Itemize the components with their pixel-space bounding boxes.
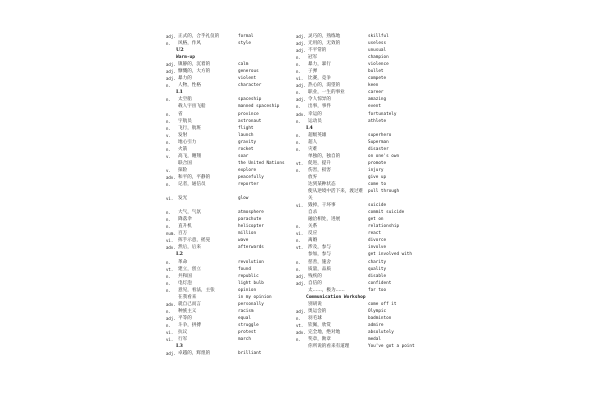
part-of-speech: vi. bbox=[296, 231, 304, 237]
chinese-meaning: 地心引力 bbox=[178, 139, 197, 145]
part-of-speech: n. bbox=[166, 111, 171, 117]
english-word: explore bbox=[238, 167, 257, 173]
part-of-speech: n. bbox=[296, 146, 301, 152]
chinese-meaning: 暴力，暴行 bbox=[308, 62, 331, 68]
chinese-meaning: 比赛，竞争 bbox=[308, 76, 331, 82]
part-of-speech: n. bbox=[166, 97, 171, 103]
english-word: soar bbox=[238, 153, 249, 159]
part-of-speech: n. bbox=[166, 273, 171, 279]
chinese-meaning: 融洽相处，进展 bbox=[308, 217, 341, 223]
part-of-speech: n. bbox=[296, 315, 301, 321]
english-word: compete bbox=[368, 76, 387, 82]
english-word: revolution bbox=[238, 259, 264, 265]
english-word: badminton bbox=[368, 315, 392, 321]
part-of-speech: n. bbox=[296, 55, 301, 61]
part-of-speech: vi. bbox=[166, 329, 174, 335]
english-word: in my opinion bbox=[238, 294, 272, 300]
english-word: on one's own bbox=[368, 153, 400, 159]
chinese-meaning: 意见，看法，主张 bbox=[178, 287, 215, 293]
part-of-speech: adv. bbox=[166, 301, 176, 307]
english-word: charity bbox=[368, 259, 387, 265]
part-of-speech: n. bbox=[166, 181, 171, 187]
english-word: style bbox=[238, 41, 251, 47]
english-word: afterwards bbox=[238, 245, 264, 251]
section-heading-label: L1 bbox=[176, 89, 183, 96]
part-of-speech: n. bbox=[166, 83, 171, 89]
english-word: disaster bbox=[368, 146, 389, 152]
chinese-meaning: 太空船 bbox=[178, 97, 192, 103]
chinese-meaning: 镇静的，沉着的 bbox=[178, 62, 211, 68]
part-of-speech: vt. bbox=[296, 245, 304, 251]
part-of-speech: n. bbox=[296, 69, 301, 75]
part-of-speech: n. bbox=[296, 132, 301, 138]
english-word: relationship bbox=[368, 224, 400, 230]
chinese-meaning: 发光 bbox=[178, 196, 188, 202]
part-of-speech: adj. bbox=[166, 69, 176, 75]
chinese-meaning: 奥运会的 bbox=[308, 308, 327, 314]
english-word: flight bbox=[238, 125, 254, 131]
english-word: astronaut bbox=[238, 118, 262, 124]
part-of-speech: vi. bbox=[296, 203, 304, 209]
english-word: the United Nations bbox=[238, 160, 285, 166]
chinese-meaning: 运动员 bbox=[308, 118, 322, 124]
section-heading-label: Warm-up bbox=[176, 55, 195, 61]
part-of-speech: n. bbox=[296, 238, 301, 244]
chinese-meaning: 正式的，合乎礼仪的 bbox=[178, 34, 220, 39]
english-word: get involved with bbox=[368, 252, 412, 258]
part-of-speech: n. bbox=[296, 266, 301, 272]
english-word: keen bbox=[368, 83, 379, 89]
part-of-speech: adj. bbox=[296, 97, 306, 103]
english-word: spaceship bbox=[238, 97, 262, 103]
chinese-meaning: 革命 bbox=[178, 259, 188, 265]
english-word: Superman bbox=[368, 139, 389, 145]
english-word: generous bbox=[238, 69, 259, 75]
english-word: amazing bbox=[368, 97, 387, 103]
chinese-meaning: 使从逆境中活下来，渡过难 bbox=[308, 189, 364, 195]
part-of-speech: n. bbox=[166, 280, 171, 286]
part-of-speech: vi. bbox=[166, 196, 174, 202]
section-heading-label: U2 bbox=[176, 47, 184, 54]
part-of-speech: adj. bbox=[296, 83, 306, 89]
part-of-speech: adj. bbox=[166, 76, 176, 82]
english-word: gravity bbox=[238, 139, 257, 145]
chinese-meaning: 关系 bbox=[308, 224, 318, 230]
english-word: violent bbox=[238, 76, 257, 82]
chinese-meaning: 不平常的 bbox=[308, 48, 327, 54]
english-word: event bbox=[368, 104, 381, 110]
part-of-speech: adj. bbox=[166, 351, 176, 357]
english-word: light bulb bbox=[238, 280, 264, 286]
chinese-meaning: 然后，后来 bbox=[178, 245, 201, 251]
chinese-meaning: 超级英雄 bbox=[308, 132, 327, 138]
part-of-speech: adj. bbox=[296, 308, 306, 314]
chinese-meaning: 高飞，翱翔 bbox=[178, 153, 201, 159]
chinese-meaning: 自杀 bbox=[308, 210, 318, 216]
part-of-speech: n. bbox=[166, 125, 171, 131]
chinese-meaning: 就自己而言 bbox=[178, 301, 201, 307]
part-of-speech: n. bbox=[166, 146, 171, 152]
english-word: promote bbox=[368, 160, 387, 166]
part-of-speech: n. bbox=[166, 118, 171, 124]
part-of-speech: adj. bbox=[166, 34, 176, 39]
chinese-meaning: 参加，参与 bbox=[308, 252, 331, 258]
part-of-speech: n. bbox=[296, 62, 301, 68]
chinese-meaning: 百万 bbox=[178, 231, 188, 237]
chinese-meaning: 钦佩，欣赏 bbox=[308, 322, 331, 328]
chinese-meaning: 伤害，损害 bbox=[308, 167, 331, 173]
english-word: involve bbox=[368, 245, 387, 251]
part-of-speech: vi. bbox=[296, 76, 304, 82]
chinese-meaning: 探险 bbox=[178, 167, 188, 173]
part-of-speech: vi. bbox=[166, 337, 174, 343]
part-of-speech: vi. bbox=[166, 238, 174, 244]
chinese-meaning: 子弹 bbox=[308, 69, 318, 75]
part-of-speech: n. bbox=[296, 337, 301, 343]
part-of-speech: adj. bbox=[296, 280, 306, 286]
part-of-speech: adv. bbox=[166, 245, 176, 251]
chinese-meaning: 载人宇宙飞船 bbox=[178, 104, 206, 110]
english-word: Olympic bbox=[368, 308, 387, 314]
part-of-speech: num. bbox=[166, 231, 176, 237]
chinese-meaning: 在我看来 bbox=[178, 294, 197, 300]
english-word: quality bbox=[368, 266, 387, 272]
chinese-meaning: 热心的，渴望的 bbox=[308, 83, 341, 89]
part-of-speech: n. bbox=[166, 259, 171, 265]
part-of-speech: adv. bbox=[166, 174, 176, 180]
chinese-meaning: 令人惊异的 bbox=[308, 97, 331, 103]
chinese-meaning: 火箭 bbox=[178, 146, 188, 152]
english-word: disable bbox=[368, 273, 387, 279]
part-of-speech: n. bbox=[166, 308, 171, 314]
chinese-meaning: 共和国 bbox=[178, 273, 192, 279]
english-word: calm bbox=[238, 62, 249, 68]
part-of-speech: n. bbox=[296, 259, 301, 265]
english-word: struggle bbox=[238, 322, 259, 328]
english-word: bullet bbox=[368, 69, 384, 75]
section-heading-label: L2 bbox=[176, 251, 183, 258]
chinese-meaning: 出事，事件 bbox=[308, 104, 331, 110]
english-word: confident bbox=[368, 280, 392, 286]
part-of-speech: n. bbox=[296, 139, 301, 145]
part-of-speech: v. bbox=[166, 153, 171, 159]
chinese-meaning: 卓越的，辉煌的 bbox=[178, 351, 211, 357]
chinese-meaning: 残疾的 bbox=[308, 273, 322, 279]
english-word: suicide bbox=[368, 203, 387, 209]
chinese-meaning: 达到某种状态 bbox=[308, 181, 336, 187]
english-word: divorce bbox=[368, 238, 387, 244]
english-word: helicopter bbox=[238, 224, 264, 230]
chinese-meaning: 你所说的看来有道理 bbox=[308, 344, 350, 350]
part-of-speech: n. bbox=[166, 139, 171, 145]
part-of-speech: n. bbox=[166, 287, 171, 293]
english-word: absolutely bbox=[368, 329, 394, 335]
english-word: pull through bbox=[368, 189, 400, 195]
english-word: reporter bbox=[238, 181, 259, 187]
part-of-speech: n. bbox=[166, 217, 171, 223]
chinese-meaning: 飞行，航班 bbox=[178, 125, 201, 131]
part-of-speech: adj. bbox=[166, 62, 176, 68]
english-word: rocket bbox=[238, 146, 254, 152]
english-word: formal bbox=[238, 34, 254, 39]
english-word: protest bbox=[238, 329, 257, 335]
chinese-meaning: 记者，通信员 bbox=[178, 181, 206, 187]
chinese-meaning: 自信的 bbox=[308, 280, 322, 286]
part-of-speech: n. bbox=[166, 224, 171, 230]
part-of-speech: vt. bbox=[296, 322, 304, 328]
chinese-meaning: 大气，气氛 bbox=[178, 210, 201, 216]
chinese-meaning: 慈善，施舍 bbox=[308, 259, 331, 265]
chinese-meaning: 冠军 bbox=[308, 55, 318, 61]
chinese-meaning: 离婚 bbox=[308, 238, 318, 244]
chinese-meaning: 关 bbox=[308, 196, 313, 202]
chinese-meaning: 联合国 bbox=[178, 160, 192, 166]
chinese-meaning: 完全地，绝对地 bbox=[308, 329, 341, 335]
english-word: found bbox=[238, 266, 251, 272]
chinese-meaning: 和平的，平静的 bbox=[178, 174, 211, 180]
part-of-speech: adj. bbox=[296, 41, 306, 47]
chinese-meaning: 斗争，拼搏 bbox=[178, 322, 201, 328]
part-of-speech: n. bbox=[296, 90, 301, 96]
english-word: manned spaceship bbox=[238, 104, 280, 110]
chinese-meaning: 暴力的 bbox=[178, 76, 192, 82]
chinese-meaning: 慷慨的，大方的 bbox=[178, 69, 211, 75]
chinese-meaning: 抗议 bbox=[178, 329, 188, 335]
chinese-meaning: 灵巧的，熟练地 bbox=[308, 34, 341, 39]
part-of-speech: adj. bbox=[296, 273, 306, 279]
chinese-meaning: 超人 bbox=[308, 139, 318, 145]
chinese-meaning: 幸运的 bbox=[308, 111, 322, 117]
chinese-meaning: 灾难 bbox=[308, 146, 318, 152]
chinese-meaning: 挥手示意，摇晃 bbox=[178, 238, 211, 244]
chinese-meaning: 羽毛球 bbox=[308, 315, 322, 321]
chinese-meaning: 风格，作风 bbox=[178, 41, 201, 47]
english-word: glow bbox=[238, 196, 249, 202]
part-of-speech: n. bbox=[166, 41, 171, 47]
part-of-speech: n. bbox=[166, 210, 171, 216]
english-word: commit suicide bbox=[368, 210, 405, 216]
english-word: launch bbox=[238, 132, 254, 138]
chinese-meaning: 种族主义 bbox=[178, 308, 197, 314]
part-of-speech: n. bbox=[296, 118, 301, 124]
english-word: You've got a point bbox=[368, 344, 415, 350]
english-word: skillful bbox=[368, 34, 389, 39]
english-word: come off it bbox=[368, 301, 397, 307]
english-word: personally bbox=[238, 301, 264, 307]
english-word: useless bbox=[368, 41, 387, 47]
chinese-meaning: 促进，提升 bbox=[308, 160, 331, 166]
chinese-meaning: 人物，性格 bbox=[178, 83, 201, 89]
part-of-speech: n. bbox=[296, 224, 301, 230]
english-word: character bbox=[238, 83, 262, 89]
chinese-meaning: 单独的，独自的 bbox=[308, 153, 341, 159]
part-of-speech: adj. bbox=[296, 34, 306, 39]
section-heading-label: L3 bbox=[176, 343, 183, 350]
chinese-meaning: 宇航员 bbox=[178, 118, 192, 124]
english-word: admire bbox=[368, 322, 384, 328]
part-of-speech: n. bbox=[166, 322, 171, 328]
chinese-meaning: 发射 bbox=[178, 132, 188, 138]
chinese-meaning: 降落伞 bbox=[178, 217, 192, 223]
english-word: province bbox=[238, 111, 259, 117]
chinese-meaning: 省 bbox=[178, 111, 183, 117]
english-word: march bbox=[238, 337, 251, 343]
chinese-meaning: 奖章，勋章 bbox=[308, 337, 331, 343]
english-word: racism bbox=[238, 308, 254, 314]
section-heading-label: Communication Workshop bbox=[306, 294, 366, 300]
part-of-speech: vt. bbox=[296, 160, 304, 166]
english-word: wave bbox=[238, 238, 249, 244]
chinese-meaning: 电灯泡 bbox=[178, 280, 192, 286]
part-of-speech: adv. bbox=[296, 329, 306, 335]
chinese-meaning: 别胡说 bbox=[308, 301, 322, 307]
english-word: unusual bbox=[368, 48, 387, 54]
english-word: brilliant bbox=[238, 351, 262, 357]
english-word: parachute bbox=[238, 217, 262, 223]
english-word: champion bbox=[368, 55, 389, 61]
chinese-meaning: 建立，创立 bbox=[178, 266, 201, 272]
english-word: republic bbox=[238, 273, 259, 279]
chinese-meaning: 职业，一生的事业 bbox=[308, 90, 345, 96]
chinese-meaning: 行军 bbox=[178, 337, 188, 343]
english-word: atmosphere bbox=[238, 210, 264, 216]
chinese-meaning: 无用的，无效的 bbox=[308, 41, 341, 47]
chinese-meaning: 质量，品质 bbox=[308, 266, 331, 272]
chinese-meaning: 涉及，参与 bbox=[308, 245, 331, 251]
part-of-speech: adv. bbox=[296, 111, 306, 117]
english-word: million bbox=[238, 231, 257, 237]
english-word: react bbox=[368, 231, 381, 237]
part-of-speech: n. bbox=[296, 167, 301, 173]
english-word: get on bbox=[368, 217, 384, 223]
english-word: superhero bbox=[368, 132, 392, 138]
english-word: peacefully bbox=[238, 174, 264, 180]
english-word: give up bbox=[368, 174, 387, 180]
chinese-meaning: 反应 bbox=[308, 231, 318, 237]
part-of-speech: adj. bbox=[296, 48, 306, 54]
chinese-meaning: 直升机 bbox=[178, 224, 192, 230]
english-word: fortunately bbox=[368, 111, 397, 117]
part-of-speech: n. bbox=[296, 104, 301, 110]
english-word: violence bbox=[368, 62, 389, 68]
english-word: opinion bbox=[238, 287, 257, 293]
section-heading-label: L4 bbox=[306, 124, 313, 131]
english-word: come to bbox=[368, 181, 387, 187]
part-of-speech: adj. bbox=[166, 315, 176, 321]
english-word: equal bbox=[238, 315, 251, 321]
english-word: medal bbox=[368, 337, 381, 343]
part-of-speech: v. bbox=[166, 132, 171, 138]
chinese-meaning: 太……，极为…… bbox=[308, 287, 345, 293]
chinese-meaning: 毁掉，干坏事 bbox=[308, 203, 336, 209]
english-word: injury bbox=[368, 167, 384, 173]
chinese-meaning: 平等的 bbox=[178, 315, 192, 321]
english-word: career bbox=[368, 90, 384, 96]
english-word: athlete bbox=[368, 118, 387, 124]
english-word: far too bbox=[368, 287, 387, 293]
chinese-meaning: 放弃 bbox=[308, 174, 318, 180]
part-of-speech: v. bbox=[166, 167, 171, 173]
part-of-speech: vt. bbox=[166, 266, 174, 272]
